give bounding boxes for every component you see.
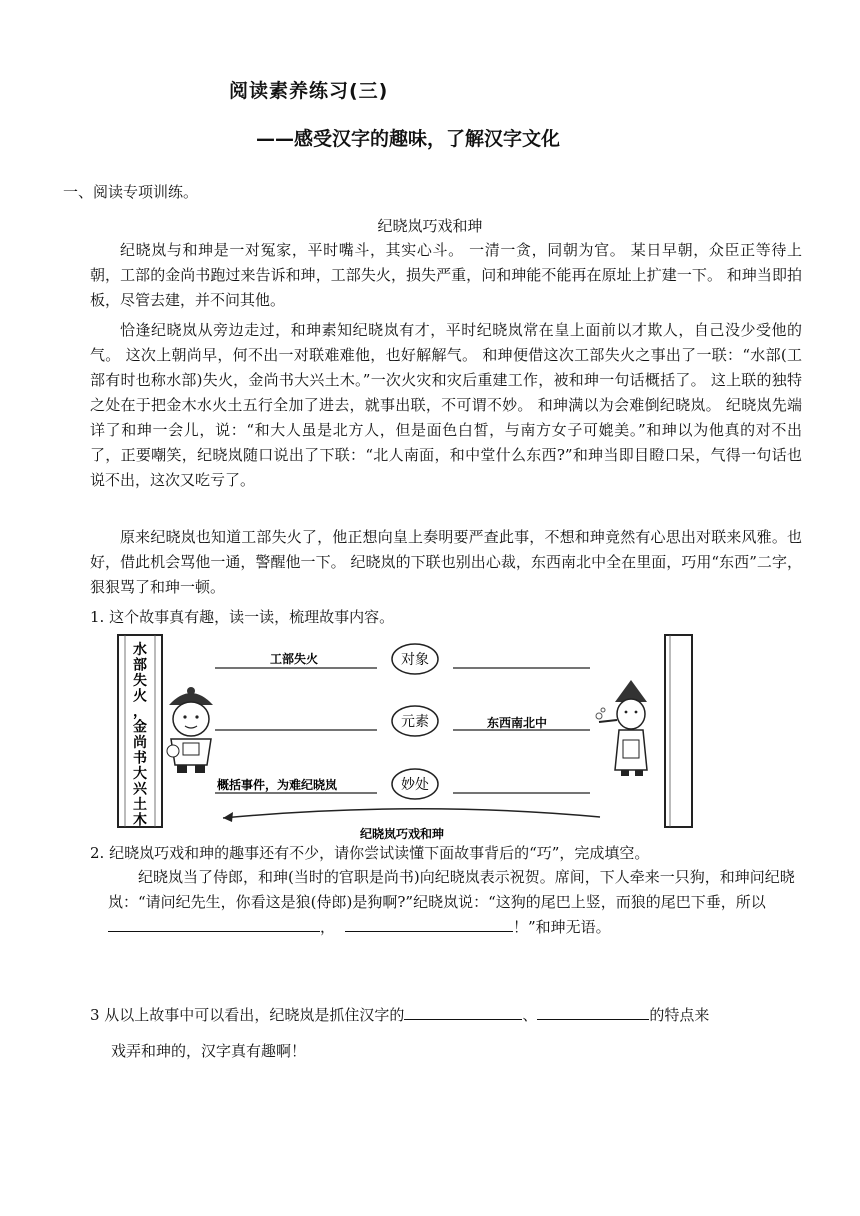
question-3-text: 3 从以上故事中可以看出，纪晓岚是抓住汉字的 [90, 1006, 405, 1024]
question-2: 2. 纪晓岚巧戏和珅的趣事还有不少，请你尝试读懂下面故事背后的“巧”，完成填空。 [90, 844, 650, 862]
question-2-sep: ， [320, 918, 336, 936]
question-2-story [108, 865, 798, 940]
page-title: 阅读素养练习(三) [229, 80, 389, 102]
bottom-arrow [223, 809, 600, 818]
answer-blank-1[interactable] [108, 915, 320, 932]
question-1: 1. 这个故事真有趣，读一读，梳理故事内容。 [90, 608, 395, 626]
story-title: 纪晓岚巧戏和珅 [377, 217, 483, 235]
answer-blank-2[interactable] [345, 915, 513, 932]
official-figure-left [167, 687, 213, 773]
arrow-head-icon [223, 812, 233, 822]
official-figure-right [596, 680, 647, 776]
question-3-end: 戏弄和珅的，汉字真有趣啊！ [111, 1042, 307, 1060]
question-2-body: 纪晓岚当了侍郎，和珅(当时的官职是尚书)向纪晓岚表示祝贺。席间，下人牵来一只狗，和珅问纪晓岚：“请问纪先生，你看这是狼(侍郎)是狗啊?”纪晓岚说：“这狗的尾巴上竖，而狼的尾巴下垂，所以 [108, 868, 795, 911]
scroll-text-vertical: 水部失火，金尚书大兴土木 [133, 642, 147, 829]
question-3-text-2: 的特点来 [649, 1006, 710, 1024]
story-paragraph-3: 原来纪晓岚也知道工部失火了，他正想向皇上奏明要严查此事，不想和珅竟然有心思出对联来风雅。也好，借此机会骂他一通，警醒他一下。 纪晓岚的下联也别出心裁，东西南北中全在里面，巧用“东西”二字，狠狠骂了和珅一顿。 [90, 528, 802, 596]
story-paragraph-2: 恰逢纪晓岚从旁边走过，和珅素知纪晓岚有才，平时纪晓岚常在皇上面前以才欺人，自己没少受他的气。 这次上朝尚早，何不出一对联难难他，也好解解气。 和珅便借这次工部失火之事出了一联：“水部(工部有时也称水部)失火，金尚书大兴土木。”一次火灾和灾后重建工作，被和珅一句话概括了。 这上联的独特之处在于把金木水火土五行全加了进去，就事出联，不可谓不妙。 和珅满以为会难倒纪晓岚。 纪晓岚先端详了和珅一会儿，说：“和大人虽是北方人，但是面色白皙，与南方女子可媲美。”和珅以为他真的对不出了，正要嘲笑，纪晓岚随口说出了下联：“北人南面，和中堂什么东西?”和珅当即目瞪口呆，气得一句话也说不出，这次又吃亏了。 [90, 321, 802, 489]
question-3-sep: 、 [522, 1006, 538, 1024]
right-scroll [665, 635, 692, 827]
page-subtitle: ——感受汉字的趣味，了解汉字文化 [256, 128, 561, 150]
label-highlight: 妙处 [401, 777, 429, 793]
arrow-label: 纪晓岚巧戏和珅 [360, 827, 445, 841]
scroll-text [133, 641, 148, 829]
row3-left-text: 概括事件，为难纪晓岚 [217, 778, 338, 792]
question-3 [90, 1003, 709, 1025]
section-heading: 一、阅读专项训练。 [63, 183, 199, 201]
story-diagram [115, 632, 695, 841]
label-element: 元素 [401, 714, 429, 730]
answer-blank-4[interactable] [537, 1003, 649, 1020]
row2-right-text: 东西南北中 [487, 716, 548, 730]
row1-left-text: 工部失火 [270, 652, 319, 666]
story-paragraph-1: 纪晓岚与和珅是一对冤家，平时嘴斗，其实心斗。 一清一贪，同朝为官。 某日早朝，众臣正等待上朝，工部的金尚书跑过来告诉和珅，工部失火，损失严重，问和珅能不能再在原址上扩建一下。 和珅当即拍板，尽管去建，并不问其他。 [90, 241, 802, 309]
question-2-end: ！”和珅无语。 [513, 918, 611, 936]
label-object: 对象 [401, 652, 429, 668]
answer-blank-3[interactable] [404, 1003, 522, 1020]
